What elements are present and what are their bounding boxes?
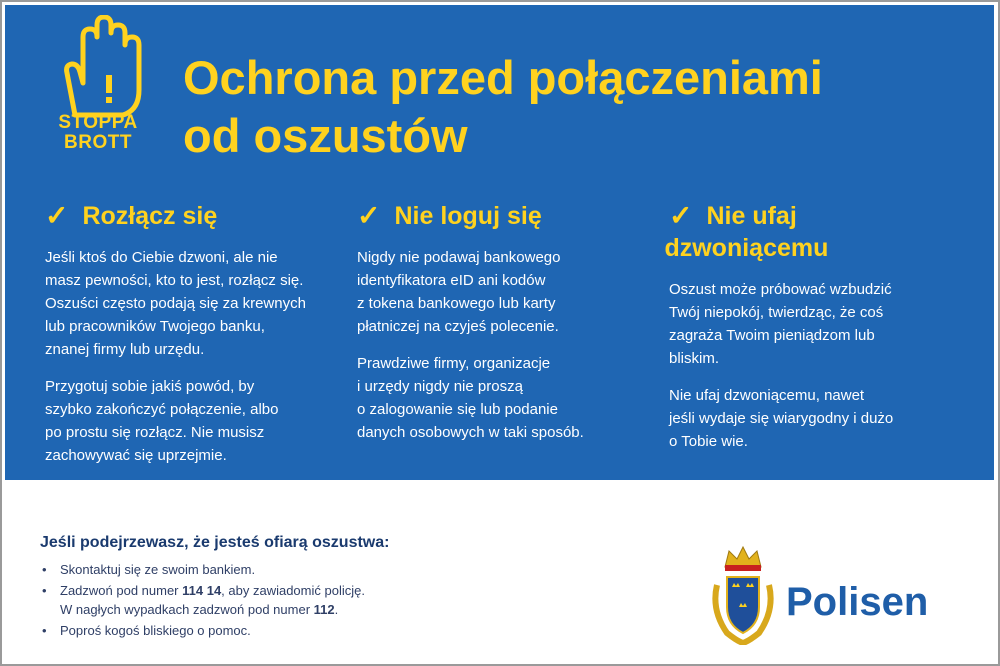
tip-title-line: Nie ufaj [706,202,797,230]
text-line: o Tobie wie. [669,433,748,450]
text-line: Twój niepokój, twierdząc, że coś [669,304,884,321]
headline-line2: od oszustów [183,109,468,162]
polisen-brand: Polisen [786,580,929,624]
text-line: Oszust może próbować wzbudzić [669,281,892,298]
text-line: z tokena bankowego lub karty [357,295,556,312]
text-line: Jeśli ktoś do Ciebie dzwoni, ale nie [45,249,278,266]
blue-panel [5,5,994,480]
headline [183,49,983,165]
tip-paragraph [669,384,969,453]
police-crest-icon [707,545,779,645]
text-line: szybko zakończyć połączenie, albo [45,401,279,418]
victim-help-title: Jeśli podejrzewasz, że jesteś ofiarą oszustwa: [40,534,390,551]
tip-paragraph [357,352,657,444]
tip-paragraph [45,246,345,361]
text-line: Przygotuj sobie jakiś powód, by [45,378,255,395]
police-number: 114 14 [182,583,222,598]
list-item: • Poproś kogoś bliskiego o pomoc. [40,621,365,640]
logo-line1: STOPPA [58,112,138,133]
text-line: lub pracowników Twojego banku, [45,318,265,335]
list-item: • Skontaktuj się ze swoim bankiem. [40,560,365,579]
tip-column-hang-up [45,200,345,467]
text-line: znanej firmy lub urzędu. [45,341,205,358]
text-line: jeśli wydaje się wiarygodny i dużo [669,410,894,427]
text-line: o zalogowanie się lub podanie [357,401,558,418]
stop-hand-icon [45,15,155,125]
tip-title-line: Nie loguj się [394,202,542,230]
text-line: identyfikatora eID ani kodów [357,272,546,289]
tip-title [45,200,345,232]
tip-paragraph [669,278,969,370]
help-list [40,560,365,642]
text-line: Nigdy nie podawaj bankowego [357,249,561,266]
check-icon: ✓ [669,200,693,231]
text-line: masz pewności, kto to jest, rozłącz się. [45,272,304,289]
tip-paragraph [357,246,657,338]
tip-title [664,200,969,264]
stoppa-brott-logo [43,113,153,153]
tip-column-dont-trust [664,200,969,453]
check-icon: ✓ [45,200,69,231]
emergency-number: 112 [313,602,335,617]
tip-column-dont-login [357,200,657,444]
logo-line2: BROTT [64,132,132,153]
tip-paragraph [45,375,345,467]
text-line: zachowywać się uprzejmie. [45,447,227,464]
text-line: danych osobowych w taki sposób. [357,424,584,441]
text-line: Oszuści często podają się za krewnych [45,295,306,312]
text-line: i urzędy nigdy nie proszą [357,378,523,395]
check-icon: ✓ [357,200,381,231]
tip-title [357,200,657,232]
text-line: Nie ufaj dzwoniącemu, nawet [669,387,865,404]
text-line: zagraża Twoim pieniądzom lub [669,327,875,344]
tip-title-line: Rozłącz się [82,202,218,230]
text-line: bliskim. [669,350,720,367]
headline-line1: Ochrona przed połączeniami [183,51,823,104]
text-line: płatniczej na czyjeś polecenie. [357,318,559,335]
text-line: po prostu się rozłącz. Nie musisz [45,424,265,441]
text-line: Prawdziwe firmy, organizacje [357,355,551,372]
list-item: • Zadzwoń pod numer 114 14, aby zawiadomić policję. W nagłych wypadkach zadzwoń pod numer 112. [40,581,365,619]
tip-title-line: dzwoniącemu [664,234,829,262]
